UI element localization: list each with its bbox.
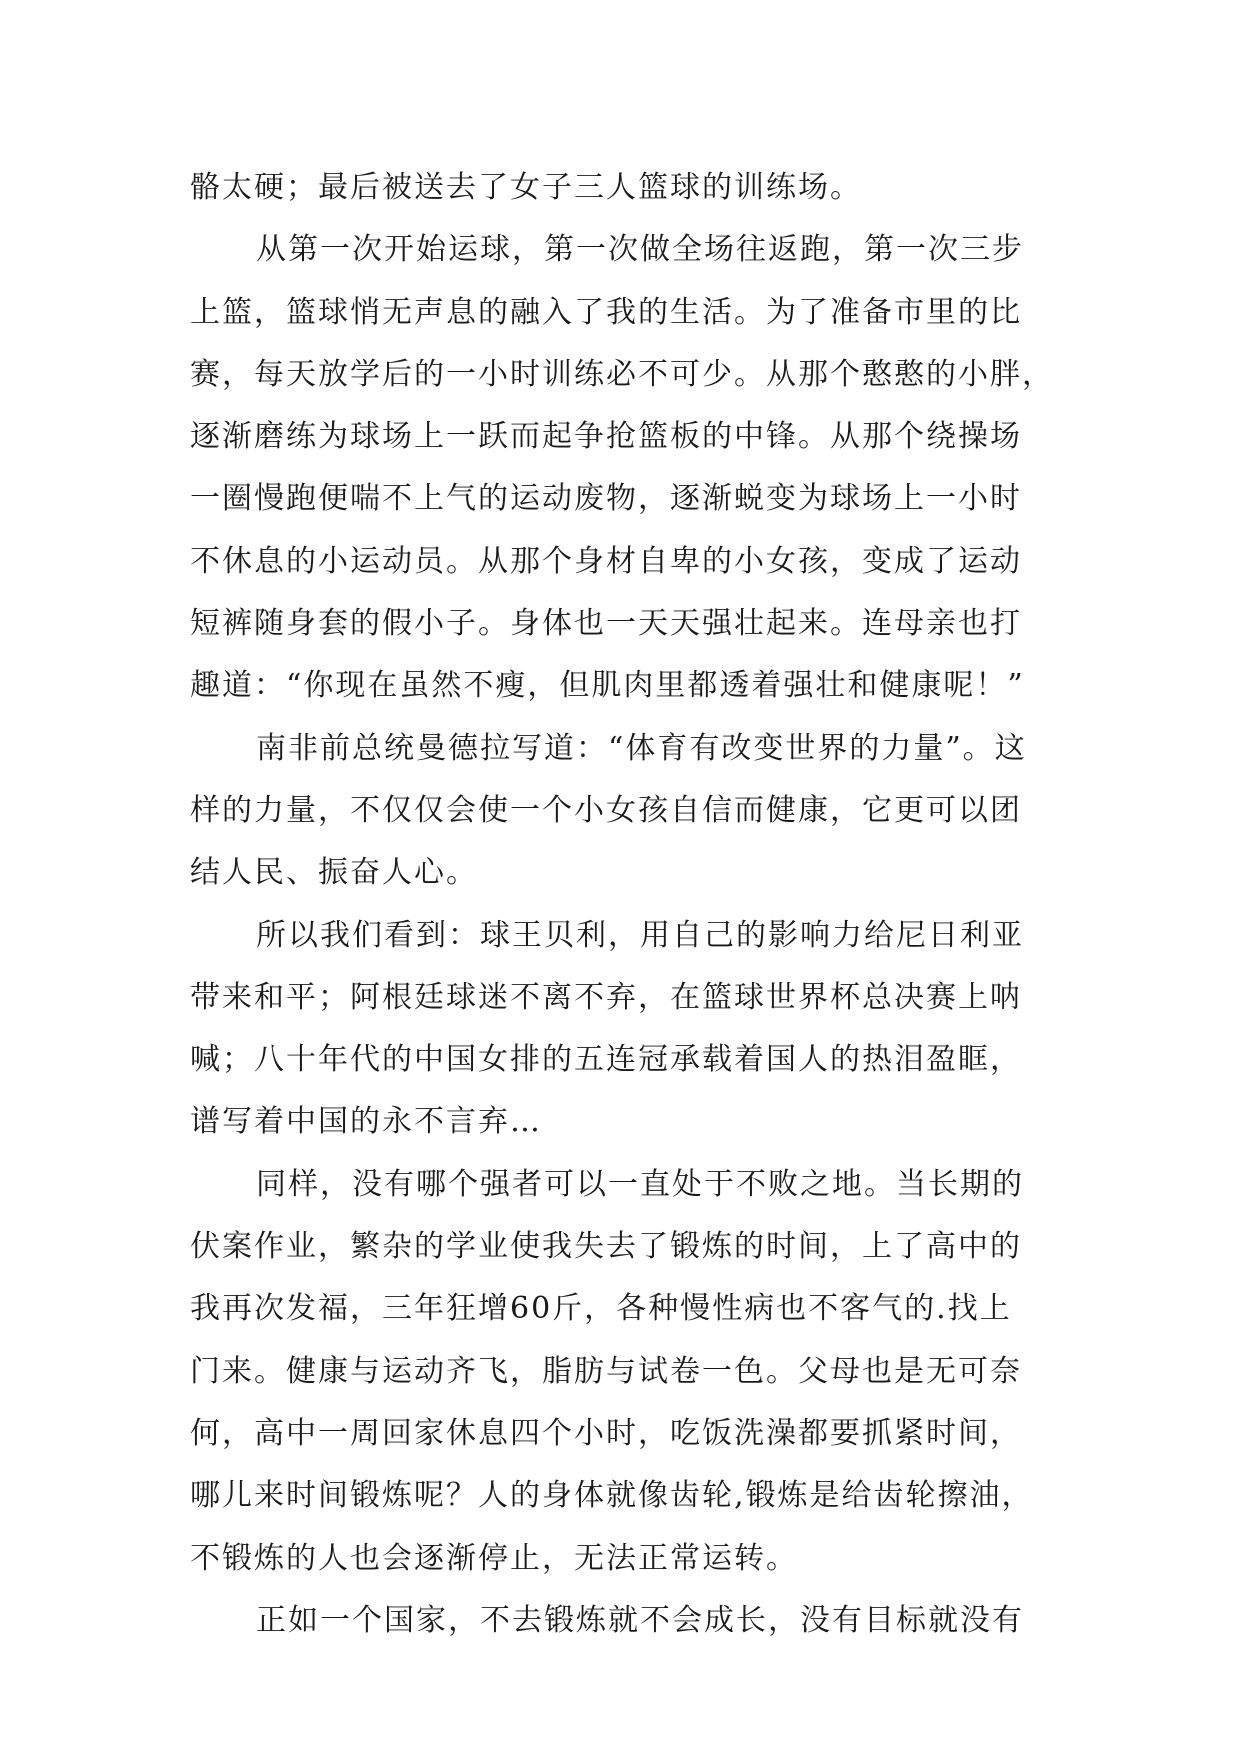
- text-line: 逐渐磨练为球场上一跃而起争抢篮板的中锋。从那个绕操场: [190, 419, 1022, 455]
- text-line: 正如一个国家，不去锻炼就不会成长，没有目标就没有: [256, 1602, 1024, 1638]
- text-line: 上篮，篮球悄无声息的融入了我的生活。为了准备市里的比: [190, 294, 1022, 330]
- text-line: 何，高中一周回家休息四个小时，吃饭洗澡都要抓紧时间，: [190, 1415, 1022, 1451]
- text-line: 所以我们看到：球王贝利，用自己的影响力给尼日利亚: [256, 917, 1024, 953]
- text-line: 哪儿来时间锻炼呢？人的身体就像齿轮,锻炼是给齿轮擦油，: [190, 1478, 1034, 1514]
- text-line: 不休息的小运动员。从那个身材自卑的小女孩，变成了运动: [190, 543, 1022, 579]
- text-line: 一圈慢跑便喘不上气的运动废物，逐渐蜕变为球场上一小时: [190, 481, 1022, 517]
- text-line: 短裤随身套的假小子。身体也一天天强壮起来。连母亲也打: [190, 606, 1022, 642]
- text-line: 同样，没有哪个强者可以一直处于不败之地。当长期的: [256, 1166, 1024, 1202]
- text-line: 骼太硬；最后被送去了女子三人篮球的训练场。: [190, 170, 862, 205]
- body-text: [190, 157, 1060, 1652]
- text-line: 赛，每天放学后的一小时训练必不可少。从那个憨憨的小胖，: [190, 356, 1054, 392]
- text-line: 带来和平；阿根廷球迷不离不弃，在篮球世界杯总决赛上呐: [190, 979, 1022, 1015]
- text-line: 南非前总统曼德拉写道：“体育有改变世界的力量”。这: [256, 730, 1027, 766]
- text-line: 从第一次开始运球，第一次做全场往返跑，第一次三步: [256, 232, 1024, 268]
- text-line: 喊；八十年代的中国女排的五连冠承载着国人的热泪盈眶，: [190, 1042, 1022, 1078]
- text-line: 结人民、振奋人心。: [190, 855, 478, 891]
- text-line: 伏案作业，繁杂的学业使我失去了锻炼的时间，上了高中的: [190, 1229, 1022, 1265]
- text-line: 趣道：“你现在虽然不瘦，但肌肉里都透着强壮和健康呢！”: [190, 668, 1025, 704]
- text-line: 我再次发福，三年狂增60斤，各种慢性病也不客气的.找上: [190, 1291, 1012, 1327]
- text-line: 谱写着中国的永不言弃…: [190, 1104, 542, 1140]
- text-line: 样的力量，不仅仅会使一个小女孩自信而健康，它更可以团: [190, 792, 1022, 828]
- text-line: 不锻炼的人也会逐渐停止，无法正常运转。: [190, 1540, 798, 1576]
- text-line: 门来。健康与运动齐飞，脂肪与试卷一色。父母也是无可奈: [190, 1353, 1022, 1389]
